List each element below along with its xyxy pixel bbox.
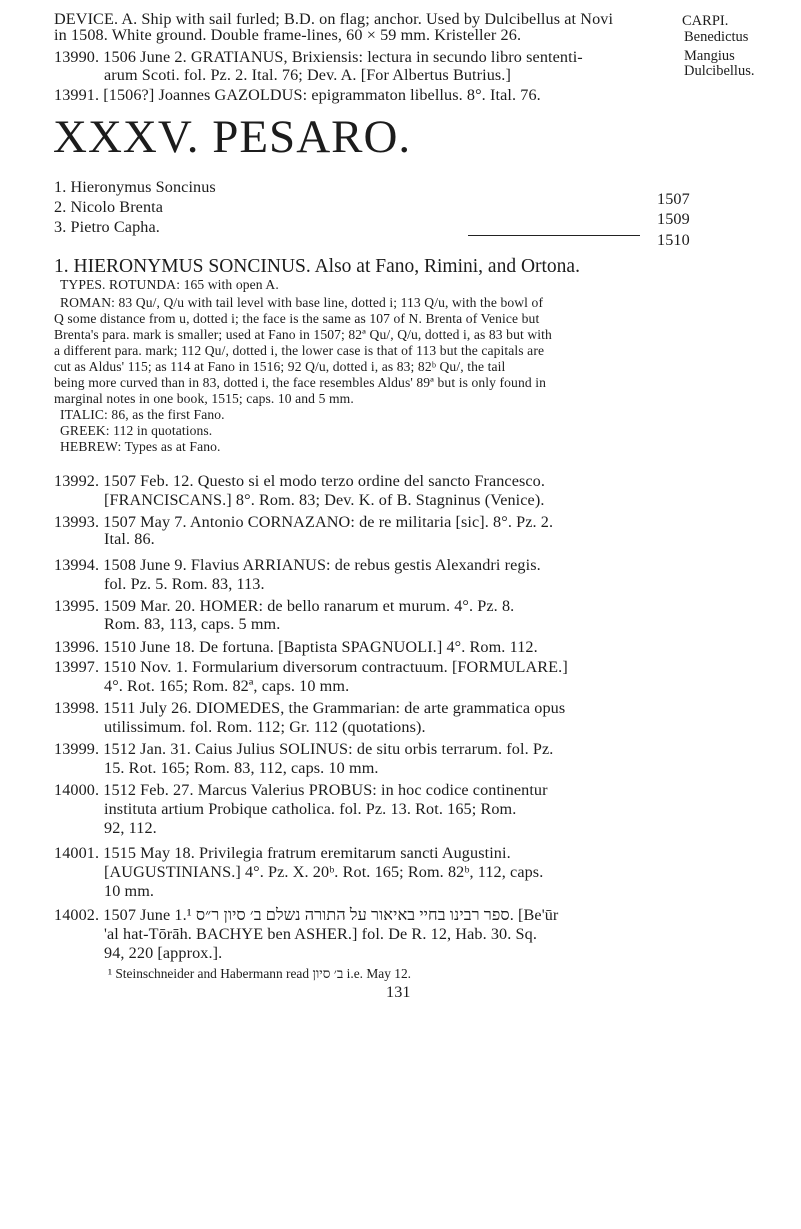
entry-14001-line-2: [AUGUSTINIANS.] 4°. Pz. X. 20ᵇ. Rot. 165; Rom. 82ᵇ, 112, caps. bbox=[104, 863, 544, 881]
entry-13990-line-1: 13990. 1506 June 2. GRATIANUS, Brixiensis: lectura in secundo libro sententi- bbox=[54, 48, 583, 66]
entry-14000-line-1: 14000. 1512 Feb. 27. Marcus Valerius PROBUS: in hoc codice continentur bbox=[54, 781, 548, 799]
entry-13999-line-1: 13999. 1512 Jan. 31. Caius Julius SOLINUS: de situ orbis terrarum. fol. Pz. bbox=[54, 740, 554, 758]
entry-14001-line-3: 10 mm. bbox=[104, 882, 155, 900]
entry-13993-line-1: 13993. 1507 May 7. Antonio CORNAZANO: de re militaria [sic]. 8°. Pz. 2. bbox=[54, 513, 554, 531]
printer-year-3: 1510 bbox=[657, 231, 690, 249]
types-line-2: ROMAN: 83 Qu/, Q/u with tail level with base line, dotted i; 113 Q/u, with the bowl of bbox=[60, 295, 544, 310]
entry-13995-line-1: 13995. 1509 Mar. 20. HOMER: de bello ranarum et murum. 4°. Pz. 8. bbox=[54, 597, 515, 615]
printer-year-1: 1507 bbox=[657, 190, 690, 208]
entry-13998-line-2: utilissimum. fol. Rom. 112; Gr. 112 (quotations). bbox=[104, 718, 426, 736]
types-greek: GREEK: 112 in quotations. bbox=[60, 423, 213, 438]
entry-13994-line-1: 13994. 1508 June 9. Flavius ARRIANUS: de rebus gestis Alexandri regis. bbox=[54, 556, 541, 574]
entry-14002-line-2: 'al hat-Tōrāh. BACHYE ben ASHER.] fol. De R. 12, Hab. 30. Sq. bbox=[104, 925, 537, 943]
printer-year-2: 1509 bbox=[657, 210, 690, 228]
types-hebrew: HEBREW: Types as at Fano. bbox=[60, 439, 221, 454]
entry-13994-line-2: fol. Pz. 5. Rom. 83, 113. bbox=[104, 575, 265, 593]
entry-14002-line-3: 94, 220 [approx.]. bbox=[104, 944, 223, 962]
printer-heading: 1. HIERONYMUS SONCINUS. Also at Fano, Rimini, and Ortona. bbox=[54, 256, 580, 277]
types-line-5: a different para. mark; 112 Qu/, dotted i, the lower case is that of 113 but the capitals are bbox=[54, 343, 545, 358]
entry-13991: 13991. [1506?] Joannes GAZOLDUS: epigrammaton libellus. 8°. Ital. 76. bbox=[54, 86, 541, 104]
device-line-2: in 1508. White ground. Double frame-lines, 60 × 59 mm. Kristeller 26. bbox=[54, 26, 522, 44]
footnote: ¹ Steinschneider and Habermann read ב׳ סיון i.e. May 12. bbox=[108, 966, 411, 981]
types-line-3: Q some distance from u, dotted i; the face is the same as 107 of N. Brenta of Venice but bbox=[54, 311, 540, 326]
side-dulcibellus: Dulcibellus. bbox=[684, 63, 755, 79]
side-carpi: CARPI. bbox=[682, 13, 729, 29]
entry-13997-line-1: 13997. 1510 Nov. 1. Formularium diversorum contractuum. [FORMULARE.] bbox=[54, 658, 568, 676]
entry-13997-line-2: 4°. Rot. 165; Rom. 82ª, caps. 10 mm. bbox=[104, 677, 350, 695]
page-number: 131 bbox=[386, 983, 411, 1001]
rule bbox=[468, 235, 640, 236]
types-line-1: TYPES. ROTUNDA: 165 with open A. bbox=[60, 277, 279, 292]
types-line-8: marginal notes in one book, 1515; caps. 10 and 5 mm. bbox=[54, 391, 354, 406]
entry-13992-line-2: [FRANCISCANS.] 8°. Rom. 83; Dev. K. of B. Stagninus (Venice). bbox=[104, 491, 545, 509]
entry-13992-line-1: 13992. 1507 Feb. 12. Questo si el modo terzo ordine del sancto Francesco. bbox=[54, 472, 546, 490]
side-benedictus: Benedictus bbox=[684, 29, 749, 45]
entry-13998-line-1: 13998. 1511 July 26. DIOMEDES, the Grammarian: de arte grammatica opus bbox=[54, 699, 566, 717]
entry-14001-line-1: 14001. 1515 May 18. Privilegia fratrum eremitarum sancti Augustini. bbox=[54, 844, 511, 862]
entry-14000-line-3: 92, 112. bbox=[104, 819, 157, 837]
printer-list-2: 2. Nicolo Brenta bbox=[54, 198, 164, 216]
types-line-6: cut as Aldus' 115; as 114 at Fano in 1516; 92 Q/u, dotted i, as 83; 82ᵇ Qu/, the tail bbox=[54, 359, 506, 374]
types-line-7: being more curved than in 83, dotted i, the face resembles Aldus' 89ª but is only found in bbox=[54, 375, 547, 390]
entry-13999-line-2: 15. Rot. 165; Rom. 83, 112, caps. 10 mm. bbox=[104, 759, 379, 777]
entry-13996: 13996. 1510 June 18. De fortuna. [Baptista SPAGNUOLI.] 4°. Rom. 112. bbox=[54, 638, 538, 656]
types-line-4: Brenta's para. mark is smaller; used at Fano in 1507; 82ª Qu/, Q/u, dotted i, as 83 but with bbox=[54, 327, 552, 342]
entry-14000-line-2: instituta artium Probique catholica. fol. Pz. 13. Rot. 165; Rom. bbox=[104, 800, 517, 818]
printer-list-1: 1. Hieronymus Soncinus bbox=[54, 178, 216, 196]
device-line-1: DEVICE. A. Ship with sail furled; B.D. on flag; anchor. Used by Dulcibellus at Novi bbox=[54, 10, 614, 28]
side-mangius: Mangius bbox=[684, 48, 735, 64]
entry-13990-line-2: arum Scoti. fol. Pz. 2. Ital. 76; Dev. A. [For Albertus Butrius.] bbox=[104, 66, 511, 84]
printer-list-3: 3. Pietro Capha. bbox=[54, 218, 160, 236]
types-italic: ITALIC: 86, as the first Fano. bbox=[60, 407, 225, 422]
entry-13993-line-2: Ital. 86. bbox=[104, 530, 155, 548]
entry-14002-line-1: 14002. 1507 June 1.¹ ספר רבינו בחיי באיאור על התורה נשלם ב׳ סיון ר״ס. [Be'ūr bbox=[54, 906, 559, 924]
entry-13995-line-2: Rom. 83, 113, caps. 5 mm. bbox=[104, 615, 281, 633]
section-title: XXXV. PESARO. bbox=[53, 111, 412, 163]
